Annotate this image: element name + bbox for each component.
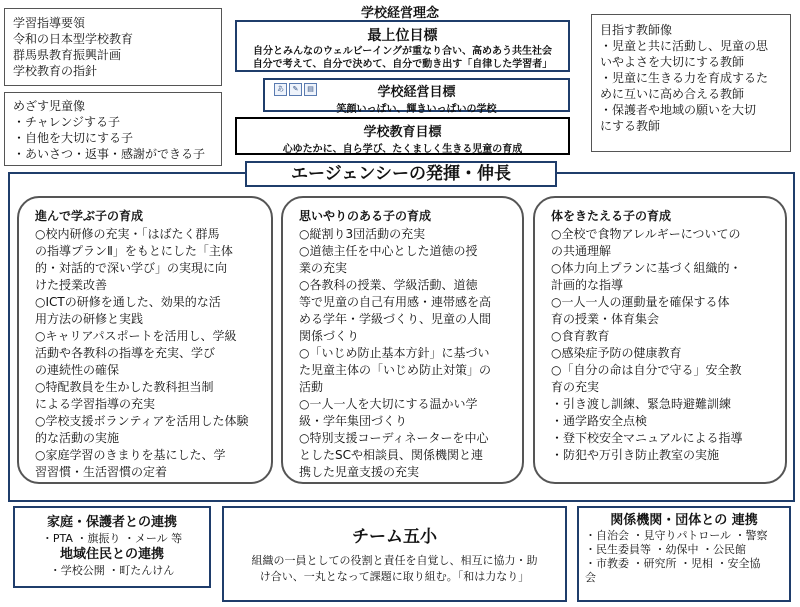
floating-toolbar[interactable]	[274, 83, 317, 96]
organizations-title: 関係機関・団体との 連携	[610, 513, 758, 528]
caring-line: 活動	[299, 380, 324, 394]
learning-line: の連続性の確保	[35, 363, 120, 377]
target-teacher-line: にする教師	[600, 119, 661, 133]
top-goal-line: 自分で考えて、自分で決めて、自分で動き出す「自律した学習者」	[252, 59, 553, 70]
fitness-line: ・引き渡し訓練、緊急時避難訓練	[551, 397, 732, 411]
education-goal-box	[235, 117, 570, 155]
caring-line: ○「いじめ防止基本方針」に基づい	[299, 346, 490, 360]
learning-line: 的・対話的で深い学び」の実現に向	[35, 261, 228, 275]
learning-column	[17, 196, 273, 484]
fitness-line: 育の充実	[551, 380, 600, 394]
top-goal-box	[235, 20, 570, 72]
education-goal-text: 心ゆたかに、自ら学び、たくましく生きる児童の育成	[282, 144, 523, 155]
fitness-line: ○食育教育	[551, 329, 610, 343]
guideline-item: 令和の日本型学校教育	[13, 32, 134, 46]
agency-title: エージェンシーの発揮・伸長	[245, 161, 557, 187]
caring-line: 関係づくり	[299, 329, 360, 343]
fitness-line: ・登下校安全マニュアルによる指導	[551, 431, 743, 445]
learning-line: ○特配教員を生かした教科担当制	[35, 380, 214, 394]
family-community-box	[13, 506, 211, 588]
target-children-item: ・チャレンジする子	[13, 115, 121, 129]
management-goal-text: 笑顔いっぱい、輝きいっぱいの学校	[336, 104, 497, 115]
learning-line: による学習指導の充実	[35, 397, 156, 411]
top-goal-line: 自分とみんなのウェルビーイングが重なり合い、高めあう共生社会	[253, 46, 552, 57]
fitness-line: ○感染症予防の健康教育	[551, 346, 682, 360]
team-line: け合い、一丸となって課題に取り組む。「和は力なり」	[259, 570, 530, 583]
fitness-line: ・通学路安全点検	[551, 414, 648, 428]
learning-line: ○学校支援ボランティアを活用した体験	[35, 414, 249, 428]
community-text: ・学校公開 ・町たんけん	[49, 564, 175, 577]
family-title: 家庭・保護者との連携	[46, 515, 177, 530]
learning-line: 用方法の研修と実践	[35, 312, 144, 326]
fitness-line: の共通理解	[551, 244, 612, 258]
guideline-item: 群馬県教育振興計画	[13, 48, 122, 62]
caring-column-title: 思いやりのある子の育成	[299, 209, 432, 223]
caring-line: ○道徳主任を中心とした道徳の授	[299, 244, 478, 258]
learning-column-title: 進んで学ぶ子の育成	[35, 209, 144, 223]
management-goal-title: 学校経営目標	[377, 85, 456, 100]
learning-line: ○キャリアパスポートを活用し、学級	[35, 329, 237, 343]
caring-line: ○一人一人を大切にする温かい学	[299, 397, 478, 411]
target-children-item: ・あいさつ・返事・感謝ができる子	[13, 147, 206, 161]
fitness-line: 計画的な指導	[551, 278, 624, 292]
caring-line: ○各教科の授業、学級活動、道徳	[299, 278, 478, 292]
community-title: 地域住民との連携	[59, 547, 164, 562]
caring-line: 業の充実	[299, 261, 348, 275]
guideline-item: 学習指導要領	[13, 16, 86, 30]
target-children-item: ・自他を大切にする子	[13, 131, 134, 145]
learning-line: 活動や各教科の指導を充実、学び	[35, 346, 216, 360]
caring-line: める学年・学級づくり、児童の人間	[299, 312, 492, 326]
education-goal-title: 学校教育目標	[363, 125, 442, 140]
fitness-line: ○体力向上プランに基づく組織的・	[551, 261, 742, 275]
target-teacher-line: ・児童に生きる力を育成するた	[600, 71, 769, 85]
fitness-line: ○「自分の命は自分で守る」安全教	[551, 363, 742, 377]
guidelines-box	[4, 8, 222, 86]
caring-line: 携した児童支援の充実	[299, 465, 420, 479]
learning-line: 的な活動の実施	[35, 431, 120, 445]
target-teacher-title: 目指す教師像	[600, 23, 673, 37]
caring-column	[281, 196, 524, 484]
philosophy-title: 学校経営理念	[360, 6, 439, 21]
organizations-box	[577, 506, 791, 602]
team-line: 組織の一員としての役割と責任を自覚し、相互に協力・助	[251, 554, 538, 567]
learning-line: けた授業改善	[35, 278, 108, 292]
target-children-box	[4, 92, 222, 166]
target-teacher-line: ・保護者や地域の願いを大切	[600, 103, 757, 117]
learning-line: ○ICTの研修を通した、効果的な活	[35, 295, 221, 309]
target-teacher-line: いやよさを大切にする教師	[600, 55, 745, 69]
organizations-line: ・民生委員等 ・幼保中 ・公民館	[585, 543, 746, 556]
learning-line: ○校内研修の充実・「はばたく群馬	[35, 227, 220, 241]
fitness-line: ・防犯や万引き防止教室の実施	[551, 448, 720, 462]
caring-line: ○縦割り3団活動の充実	[299, 227, 426, 241]
team-box	[222, 506, 567, 602]
caring-line: 等で児童の自己有用感・連帯感を高	[299, 295, 492, 309]
family-text: ・PTA ・旗振り ・メール 等	[41, 532, 183, 545]
learning-line: ○家庭学習のきまりを基にした、学	[35, 448, 226, 462]
ime-icon[interactable]: あ	[274, 83, 287, 96]
caring-line: 級・学年集団づくり	[299, 414, 408, 428]
caring-line: ○特別支援コーディネーターを中心	[299, 431, 489, 445]
fitness-column	[533, 196, 787, 484]
fitness-line: ○全校で食物アレルギーについての	[551, 227, 741, 241]
guideline-item: 学校教育の指針	[13, 64, 98, 78]
caring-line: た児童主体の「いじめ防止対策」の	[299, 363, 492, 377]
organizations-line: ・市教委 ・研究所 ・児相 ・安全協	[585, 557, 761, 570]
team-title: チーム五小	[352, 527, 437, 547]
learning-line: 習習慣・生活習慣の定着	[35, 465, 168, 479]
target-teacher-line: めに互いに高め合える教師	[600, 87, 745, 101]
target-teacher-box	[591, 14, 791, 152]
target-teacher-line: ・児童と共に活動し、児童の思	[600, 39, 769, 53]
organizations-line: 会	[585, 571, 596, 584]
top-goal-title: 最上位目標	[367, 28, 438, 44]
caring-line: としたSCや相談員、関係機関と連	[299, 448, 483, 462]
edit-icon[interactable]: ✎	[289, 83, 302, 96]
fitness-column-title: 体をきたえる子の育成	[551, 209, 672, 223]
fitness-line: ○一人一人の運動量を確保する体	[551, 295, 730, 309]
learning-line: の指導プランⅡ」をもとにした「主体	[35, 244, 233, 258]
organizations-line: ・自治会 ・見守りパトロール ・警察	[585, 529, 768, 542]
target-children-title: めざす児童像	[13, 99, 86, 113]
list-icon[interactable]: ▤	[304, 83, 317, 96]
fitness-line: 育の授業・体育集会	[551, 312, 660, 326]
